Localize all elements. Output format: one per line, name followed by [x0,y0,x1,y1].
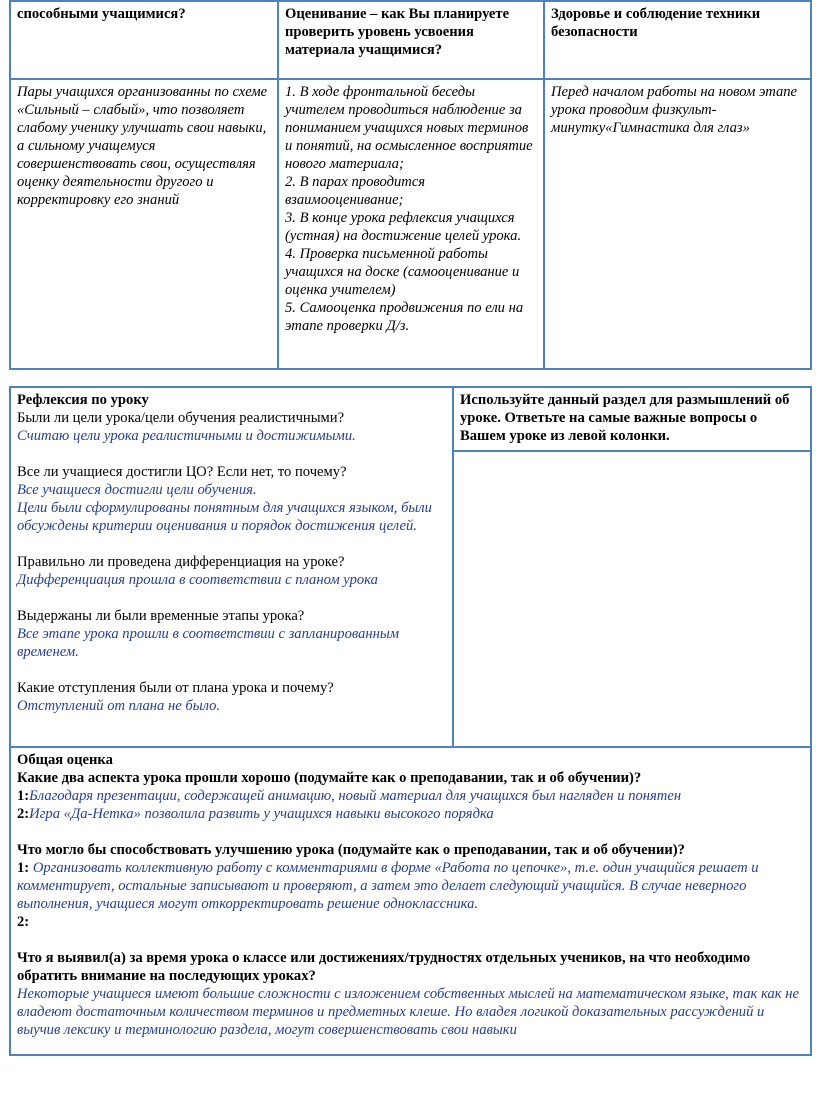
reflection-answer: Все учащиеся достигли цели обучения. [17,482,257,498]
answer-number: 2: [17,914,30,930]
reflection-question: Были ли цели урока/цели обучения реалистичными? [17,410,345,426]
reflection-answer: Отступлений от плана не было. [17,698,221,714]
answer-number: 2: [17,806,30,822]
reflection-question: Выдержаны ли были временные этапы урока? [17,608,305,624]
reflection-title: Рефлексия по уроку [17,392,149,408]
overall-question: Что я выявил(а) за время урока о классе или достижениях/трудностях отдельных учеников, на что необходимо обратить внимание на последующих уроках? [17,950,751,984]
overall-assessment-cell [10,747,811,1055]
header-assessment: Оценивание – как Вы планируете проверить уровень усвоения материала учащимися? [278,1,544,79]
answer-text: Благодаря презентации, содержащей анимацию, новый материал для учащихся был нагляден и понятен [29,788,682,804]
reflection-instructions: Используйте данный раздел для размышлений об уроке. Ответьте на самые важные вопросы о Вашем уроке из левой колонки. [453,387,811,451]
overall-answer [17,859,804,913]
answer-text: Организовать коллективную работу с комментариями в форме «Работа по цепочке», т.е. один учащийся решает и комментирует, остальные записывают и проверяют, а затем это делает следующий учащийся. В случае неверного выполнения, учащиеся могут откорректировать решение одноклассника. [17,860,759,912]
overall-question: Какие два аспекта урока прошли хорошо (подумайте как о преподавании, так и об обучении)? [17,770,642,786]
overall-answer [17,787,804,805]
health-safety-cell: Перед началом работы на новом этапе урока проводим физкульт-минутку«Гимнастика для глаз» [544,79,811,369]
reflection-notes-cell [453,451,811,747]
header-health-safety: Здоровье и соблюдение техники безопасности [544,1,811,79]
reflection-question: Правильно ли проведена дифференциация на уроке? [17,554,345,570]
assessment-item: 2. В парах проводится взаимооценивание; [285,174,426,208]
reflection-question: Какие отступления были от плана урока и почему? [17,680,334,696]
answer-number: 1: [17,860,30,876]
assessment-item: 5. Самооценка продвижения по ели на этапе проверки Д/з. [285,300,524,334]
reflection-answer: Цели были сформулированы понятным для учащихся языком, были обсуждены критерии оценивания и порядок достижения целей. [17,500,432,534]
differentiation-cell: Пары учащихся организованны по схеме «Сильный – слабый», что позволяет слабому ученику улучшать свои навыки, а сильному учащемуся совершенствовать свои, осуществляя оценку деятельности другого и корректировку его знаний [10,79,278,369]
overall-answer [17,805,804,823]
assessment-cell [278,79,544,369]
reflection-answer: Считаю цели урока реалистичными и достижимыми. [17,428,356,444]
reflection-answer: Все этапе урока прошли в соответствии с запланированным временем. [17,626,400,660]
reflection-question: Все ли учащиеся достигли ЦО? Если нет, то почему? [17,464,347,480]
overall-title: Общая оценка [17,752,113,768]
reflection-table [9,386,812,1056]
reflection-answer: Дифференциация прошла в соответствии с планом урока [17,572,378,588]
assessment-item: 3. В конце урока рефлексия учащихся (устная) на достижение целей урока. [285,210,522,244]
overall-question: Что могло бы способствовать улучшению урока (подумайте как о преподавании, так и об обучении)? [17,842,685,858]
reflection-questions-cell [10,387,453,747]
assessment-item: 4. Проверка письменной работы учащихся на доске (самооценивание и оценка учителем) [285,246,520,298]
assessment-item: 1. В ходе фронтальной беседы учителем проводиться наблюдение за пониманием учащихся новых терминов и понятий, на осмысленное восприятие нового материала; [285,84,533,172]
overall-answer: Некоторые учащиеся имеют большие сложности с изложением собственных мыслей на математическом языке, так как не владеют достаточным количеством терминов и предметных клеше. Но владея логикой доказательных рассуждений и выучив лексику и терминологию раздела, могут совершенствовать свои навыки [17,986,799,1038]
answer-text: Игра «Да-Нетка» позволила развить у учащихся навыки высокого порядка [29,806,494,822]
answer-number: 1: [17,788,30,804]
lesson-plan-table [9,0,812,370]
header-differentiation: способными учащимися? [10,1,278,79]
